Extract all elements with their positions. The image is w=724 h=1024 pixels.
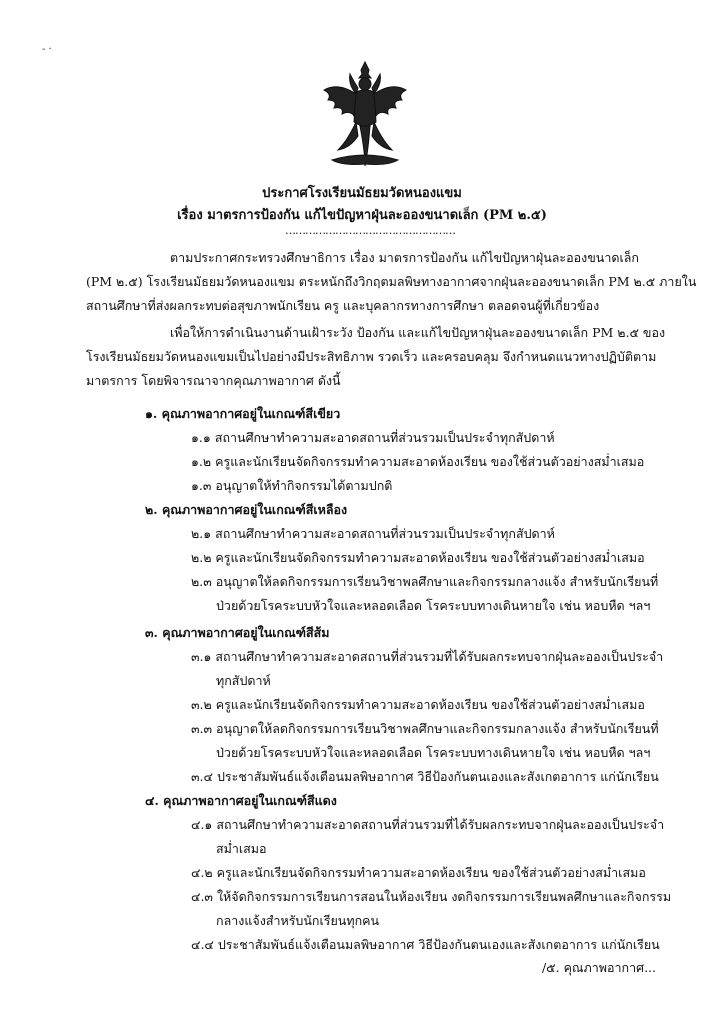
purpose-paragraph — [86, 321, 666, 393]
list-item: ๒.๒ ครูและนักเรียนจัดกิจกรรมทำความสะอาดห้องเรียน ของใช้ส่วนตัวอย่างสม่ำเสมอ — [191, 550, 645, 565]
list-item: ๔.๑ สถานศึกษาทำความสะอาดสถานที่ส่วนรวมที่ได้รับผลกระทบจากฝุ่นละอองเป็นประจำ — [191, 817, 665, 832]
list-item: ๔.๓ ให้จัดกิจกรรมการเรียนการสอนในห้องเรียน งดกิจกรรมการเรียนพลศึกษาและกิจกรรม — [191, 889, 672, 904]
list-item: ๓.๔ ประชาสัมพันธ์แจ้งเตือนมลพิษอากาศ วิธีป้องกันตนเองและสังเกตอาการ แก่นักเรียน — [191, 769, 659, 784]
section-yellow — [145, 498, 675, 618]
list-item-continuation: กลางแจ้งสำหรับนักเรียนทุกคน — [216, 913, 380, 928]
paragraph-line: สถานศึกษาที่ส่งผลกระทบต่อสุขภาพนักเรียน ครู และบุคลากรทางการศึกษา ตลอดจนผู้ที่เกี่ยวข้อง — [86, 298, 600, 313]
announcement-org-line: ประกาศโรงเรียนมัธยมวัดหนองแขม — [262, 186, 462, 201]
list-item: ๓.๒ ครูและนักเรียนจัดกิจกรรมทำความสะอาดห้องเรียน ของใช้ส่วนตัวอย่างสม่ำเสมอ — [191, 697, 645, 712]
section-title: ๓. คุณภาพอากาศอยู่ในเกณฑ์สีส้ม — [145, 625, 330, 640]
list-item: ๔.๔ ประชาสัมพันธ์แจ้งเตือนมลพิษอากาศ วิธีป้องกันตนเองและสังเกตอาการ แก่นักเรียน — [191, 937, 660, 952]
separator-dots: …………………………………………… — [285, 224, 455, 237]
list-item: ๓.๓ อนุญาตให้ลดกิจกรรมการเรียนวิชาพลศึกษาและกิจกรรมกลางแจ้ง สำหรับนักเรียนที่ — [191, 721, 659, 736]
list-item-continuation: ป่วยด้วยโรคระบบหัวใจและหลอดเลือด โรคระบบทางเดินหายใจ เช่น หอบหืด ฯลฯ — [216, 598, 651, 613]
paragraph-line: โรงเรียนมัธยมวัดหนองแขมเป็นไปอย่างมีประสิทธิภาพ รวดเร็ว และครอบคลุม จึงกำหนดแนวทางปฏิบัติตาม — [86, 349, 657, 364]
intro-paragraph — [86, 246, 697, 318]
section-green — [145, 402, 675, 498]
section-red — [145, 789, 675, 957]
paragraph-line: (PM ๒.๕) โรงเรียนมัธยมวัดหนองแขม ตระหนักถึงวิกฤตมลพิษทางอากาศจากฝุ่นละอองขนาดเล็ก PM ๒.๕ ภายใน — [86, 274, 697, 289]
list-item-continuation: สม่ำเสมอ — [216, 841, 267, 856]
list-item: ๓.๑ สถานศึกษาทำความสะอาดสถานที่ส่วนรวมที่ได้รับผลกระทบจากฝุ่นละอองเป็นประจำ — [191, 649, 664, 664]
paragraph-line: เพื่อให้การดำเนินงานด้านเฝ้าระวัง ป้องกัน และแก้ไขปัญหาฝุ่นละอองขนาดเล็ก PM ๒.๕ ของ — [170, 325, 666, 340]
paragraph-line: มาตรการ โดยพิจารณาจากคุณภาพอากาศ ดังนี้ — [86, 373, 341, 388]
list-item-continuation: ทุกสัปดาห์ — [216, 673, 271, 688]
list-item: ๒.๑ สถานศึกษาทำความสะอาดสถานที่ส่วนรวมเป็นประจำทุกสัปดาห์ — [191, 526, 555, 541]
list-item: ๔.๒ ครูและนักเรียนจัดกิจกรรมทำความสะอาดห้องเรียน ของใช้ส่วนตัวอย่างสม่ำเสมอ — [191, 865, 646, 880]
section-title: ๒. คุณภาพอากาศอยู่ในเกณฑ์สีเหลือง — [145, 502, 348, 517]
scan-speck: - · — [42, 44, 52, 55]
paragraph-line: ตามประกาศกระทรวงศึกษาธิการ เรื่อง มาตรการป้องกัน แก้ไขปัญหาฝุ่นละอองขนาดเล็ก — [170, 250, 639, 265]
list-item-continuation: ป่วยด้วยโรคระบบหัวใจและหลอดเลือด โรคระบบทางเดินหายใจ เช่น หอบหืด ฯลฯ — [216, 745, 651, 760]
list-item: ๑.๒ ครูและนักเรียนจัดกิจกรรมทำความสะอาดห้องเรียน ของใช้ส่วนตัวอย่างสม่ำเสมอ — [191, 454, 645, 469]
section-orange — [145, 621, 675, 789]
section-title: ๑. คุณภาพอากาศอยู่ในเกณฑ์สีเขียว — [145, 406, 341, 421]
garuda-emblem — [318, 60, 412, 170]
continuation-note: /๕. คุณภาพอากาศ... — [541, 960, 656, 975]
announcement-subject-line: เรื่อง มาตรการป้องกัน แก้ไขปัญหาฝุ่นละอองขนาดเล็ก (PM ๒.๕) — [177, 208, 547, 223]
list-item: ๑.๓ อนุญาตให้ทำกิจกรรมได้ตามปกติ — [191, 478, 393, 493]
section-title: ๔. คุณภาพอากาศอยู่ในเกณฑ์สีแดง — [145, 793, 337, 808]
list-item: ๒.๓ อนุญาตให้ลดกิจกรรมการเรียนวิชาพลศึกษาและกิจกรรมกลางแจ้ง สำหรับนักเรียนที่ — [191, 574, 659, 589]
list-item: ๑.๑ สถานศึกษาทำความสะอาดสถานที่ส่วนรวมเป็นประจำทุกสัปดาห์ — [191, 430, 555, 445]
